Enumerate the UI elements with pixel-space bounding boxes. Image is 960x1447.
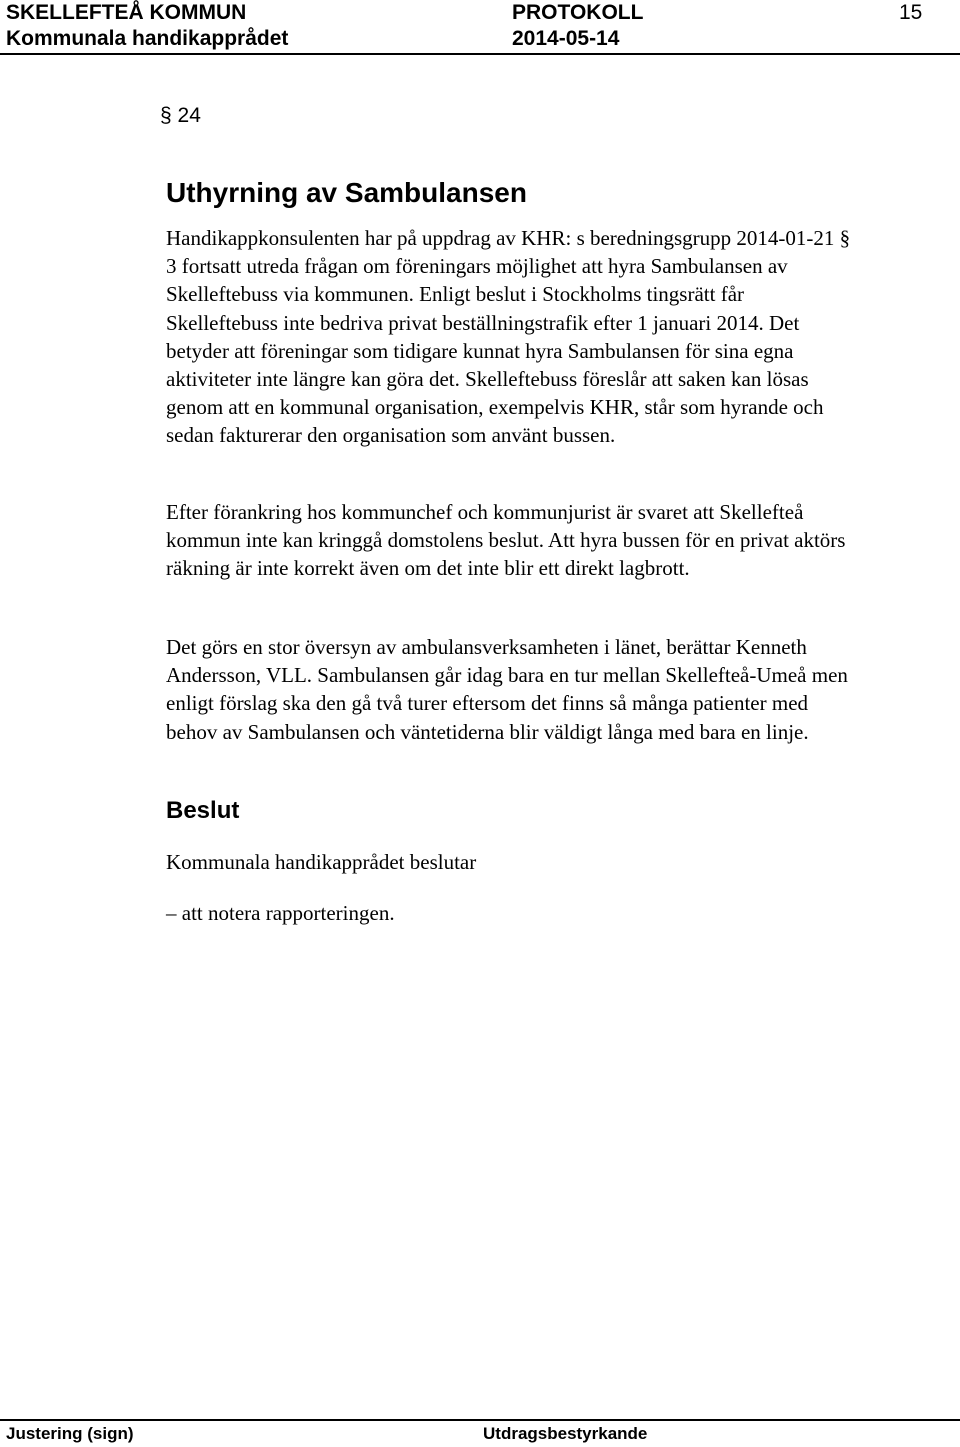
decision-heading: Beslut — [166, 797, 240, 824]
header-date: 2014-05-14 — [512, 27, 620, 50]
footer-divider — [0, 1419, 960, 1421]
body-paragraph-3: Det görs en stor översyn av ambulansverksamheten i länet, berättar Kenneth Andersson, VLL. Sambulansen går idag bara en tur mellan Skellefteå-Umeå men enligt förslag ska den gå två turer eftersom det finns så många patienter med behov av Sambulansen och väntetiderna blir väldigt långa med bara en linje. — [166, 635, 848, 744]
section-title: Uthyrning av Sambulansen — [166, 177, 527, 208]
header-page-number: 15 — [899, 1, 923, 24]
footer-signature-label: Justering (sign) — [6, 1424, 134, 1443]
header-doc-type: PROTOKOLL — [512, 1, 644, 24]
header-organization: SKELLEFTEÅ KOMMUN — [6, 1, 247, 24]
decision-intro: Kommunala handikapprådet beslutar — [166, 850, 477, 874]
decision-item: – att notera rapporteringen. — [166, 901, 395, 925]
body-paragraph-2: Efter förankring hos kommunchef och kommunjurist är svaret att Skellefteå kommun inte kan kringgå domstolens beslut. Att hyra bussen för en privat aktörs räkning är inte korrekt även om det inte blir ett direkt lagbrott. — [166, 500, 846, 581]
paragraph-number: § 24 — [160, 104, 201, 127]
header-department: Kommunala handikapprådet — [6, 27, 289, 50]
body-paragraph-1: Handikappkonsulenten har på uppdrag av KHR: s beredningsgrupp 2014-01-21 § 3 fortsatt utreda frågan om föreningars möjlighet att hyra Sambulansen av Skelleftebuss via kommunen. Enligt beslut i Stockholms tingsrätt får Skelleftebuss inte bedriva privat beställningstrafik efter 1 januari 2014. Det betyder att föreningar som tidigare kunnat hyra Sambulansen för sina egna aktiviteter inte längre kan göra det. Skelleftebuss föreslår att saken kan lösas genom att en kommunal organisation, exempelvis KHR, står som hyrande och sedan fakturerar den organisation som använt bussen. — [166, 226, 851, 448]
footer-certification-label: Utdragsbestyrkande — [483, 1424, 648, 1443]
header-divider — [0, 53, 960, 55]
